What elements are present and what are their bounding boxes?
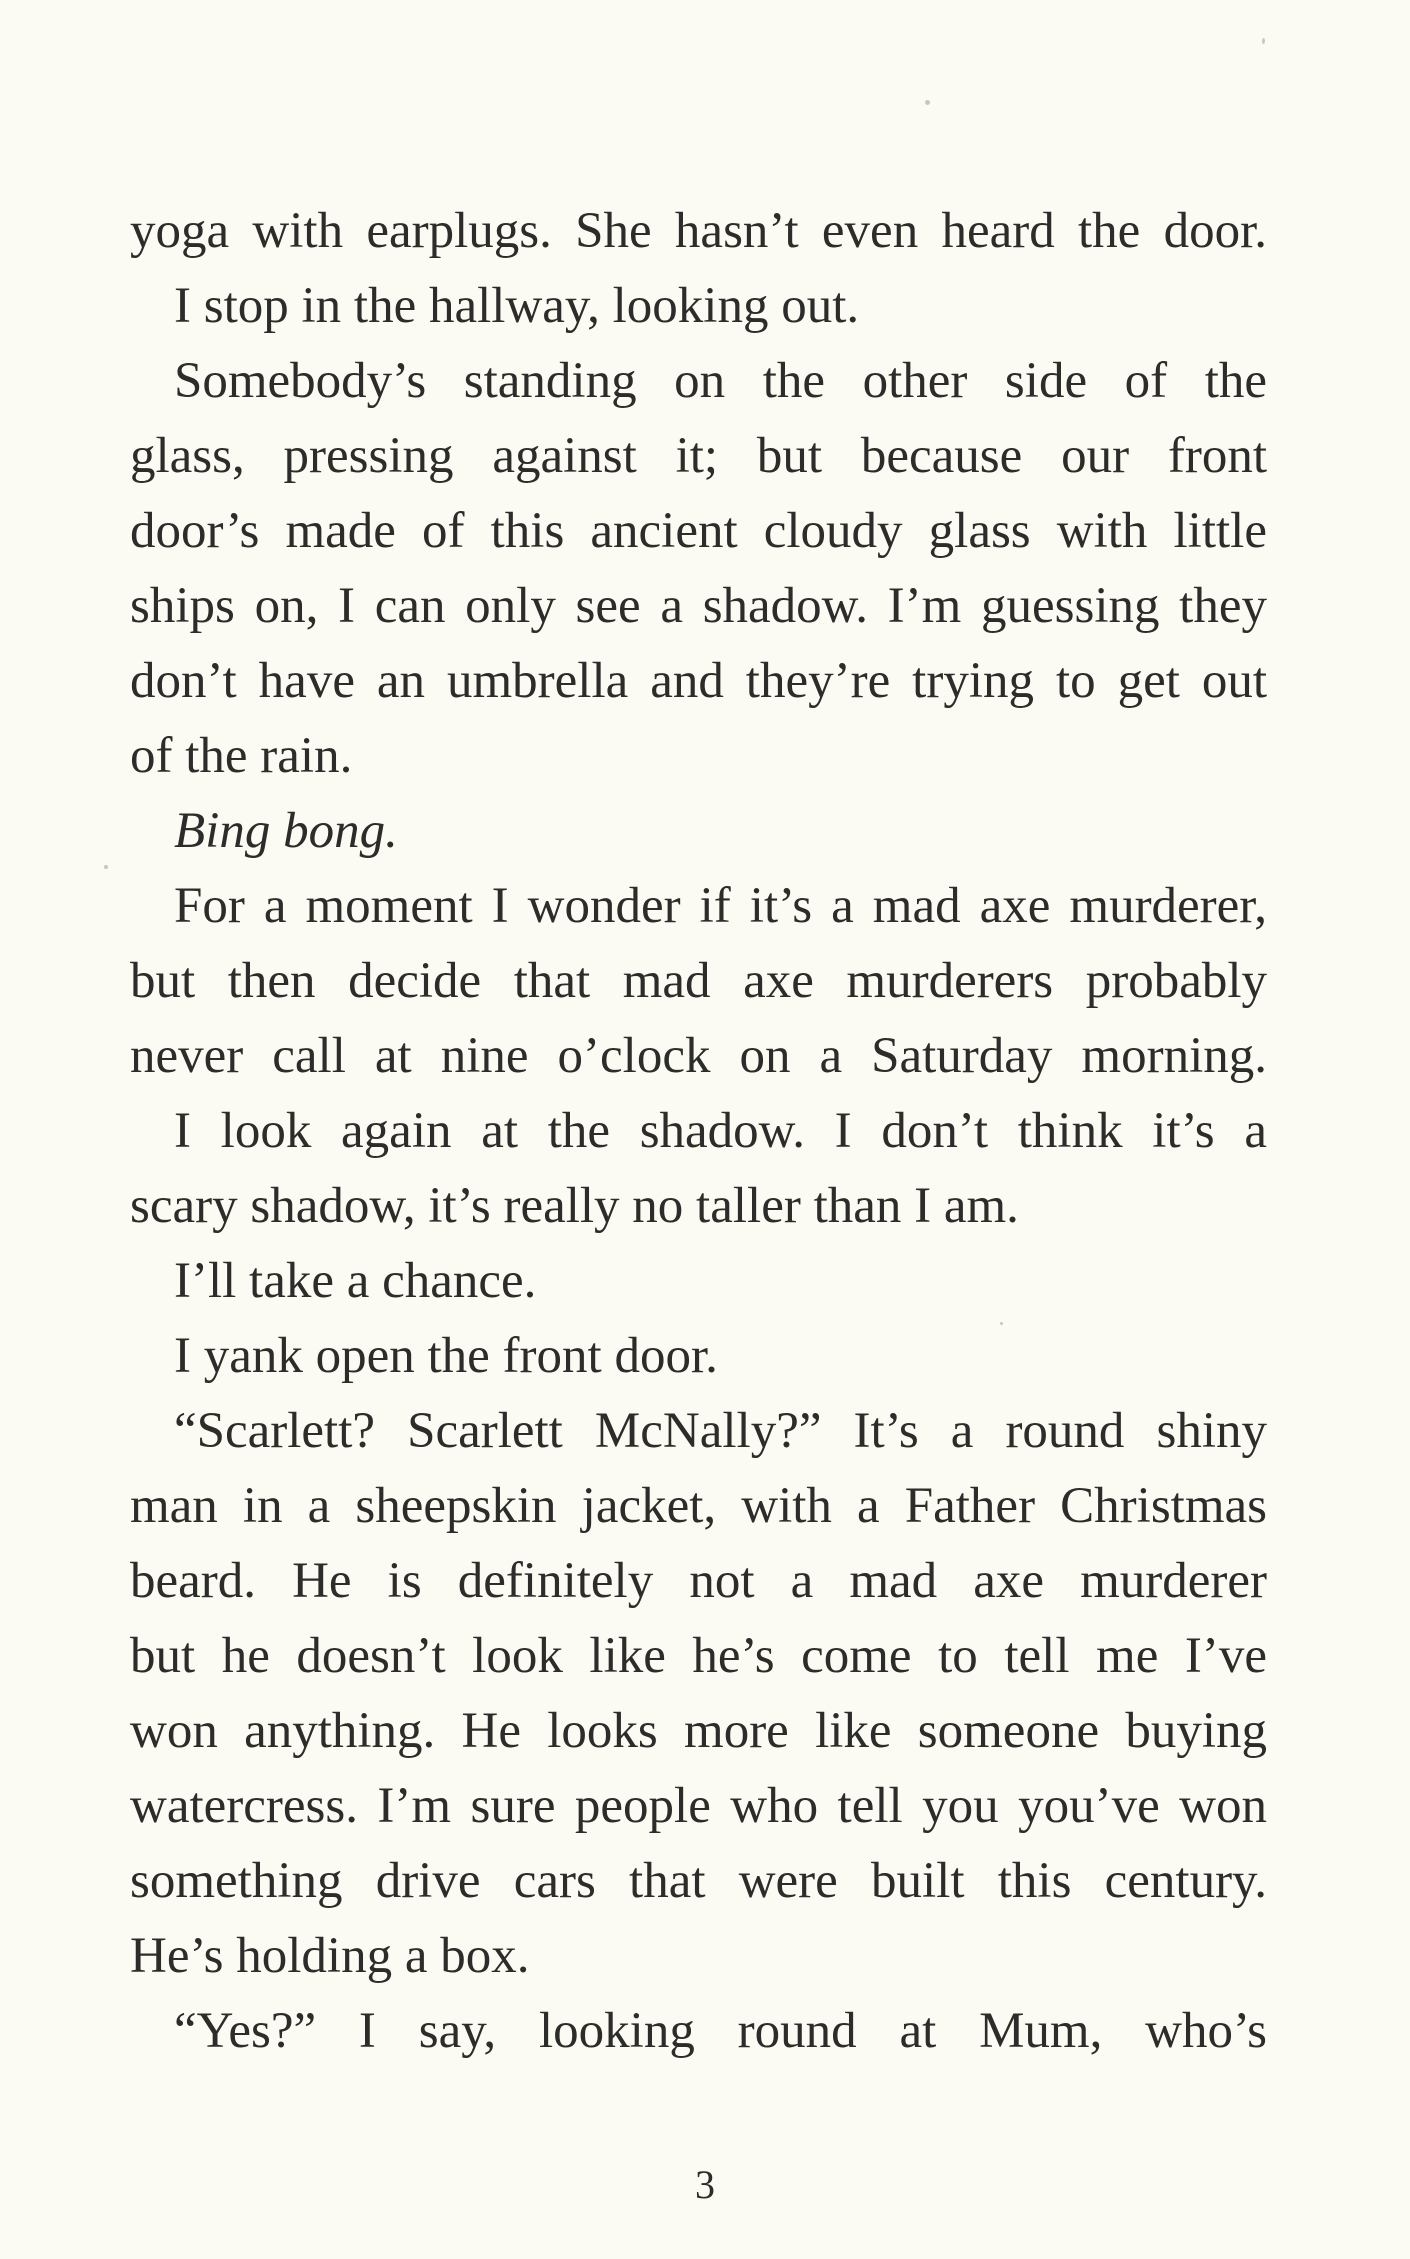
- text-line: man in a sheepskin jacket, with a Father Christmas: [130, 1478, 1267, 1534]
- text-line: Bing bong.: [174, 803, 398, 859]
- paper-speck: [104, 865, 108, 869]
- page-number: 3: [695, 2162, 715, 2207]
- text-line: For a moment I wonder if it’s a mad axe murderer,: [174, 878, 1267, 934]
- text-line: I yank open the front door.: [174, 1328, 718, 1384]
- text-line: won anything. He looks more like someone buying: [130, 1703, 1267, 1759]
- text-line: “Scarlett? Scarlett McNally?” It’s a round shiny: [174, 1403, 1267, 1459]
- text-line: “Yes?” I say, looking round at Mum, who’s: [174, 2003, 1267, 2059]
- text-line: He’s holding a box.: [130, 1928, 530, 1984]
- text-line: I stop in the hallway, looking out.: [174, 278, 860, 334]
- paper-speck: [1262, 38, 1265, 44]
- text-line: I’ll take a chance.: [174, 1253, 537, 1309]
- text-line: glass, pressing against it; but because our front: [130, 428, 1267, 484]
- text-line: beard. He is definitely not a mad axe murderer: [130, 1553, 1267, 1609]
- text-line: I look again at the shadow. I don’t think it’s a: [174, 1103, 1267, 1159]
- text-line: Somebody’s standing on the other side of the: [174, 353, 1267, 409]
- text-line: door’s made of this ancient cloudy glass with little: [130, 503, 1267, 559]
- text-line: of the rain.: [130, 728, 353, 784]
- paper-speck: [925, 100, 930, 105]
- text-line: but he doesn’t look like he’s come to tell me I’ve: [130, 1628, 1267, 1684]
- text-line: watercress. I’m sure people who tell you you’ve won: [130, 1778, 1267, 1834]
- text-line: something drive cars that were built this century.: [130, 1853, 1267, 1909]
- body-text: [130, 194, 1267, 2069]
- text-line: never call at nine o’clock on a Saturday morning.: [130, 1028, 1267, 1084]
- text-line: ships on, I can only see a shadow. I’m guessing they: [130, 578, 1267, 634]
- text-line: yoga with earplugs. She hasn’t even heard the door.: [130, 203, 1267, 259]
- text-line: scary shadow, it’s really no taller than I am.: [130, 1178, 1019, 1234]
- text-line: don’t have an umbrella and they’re trying to get out: [130, 653, 1267, 709]
- text-line: but then decide that mad axe murderers probably: [130, 953, 1267, 1009]
